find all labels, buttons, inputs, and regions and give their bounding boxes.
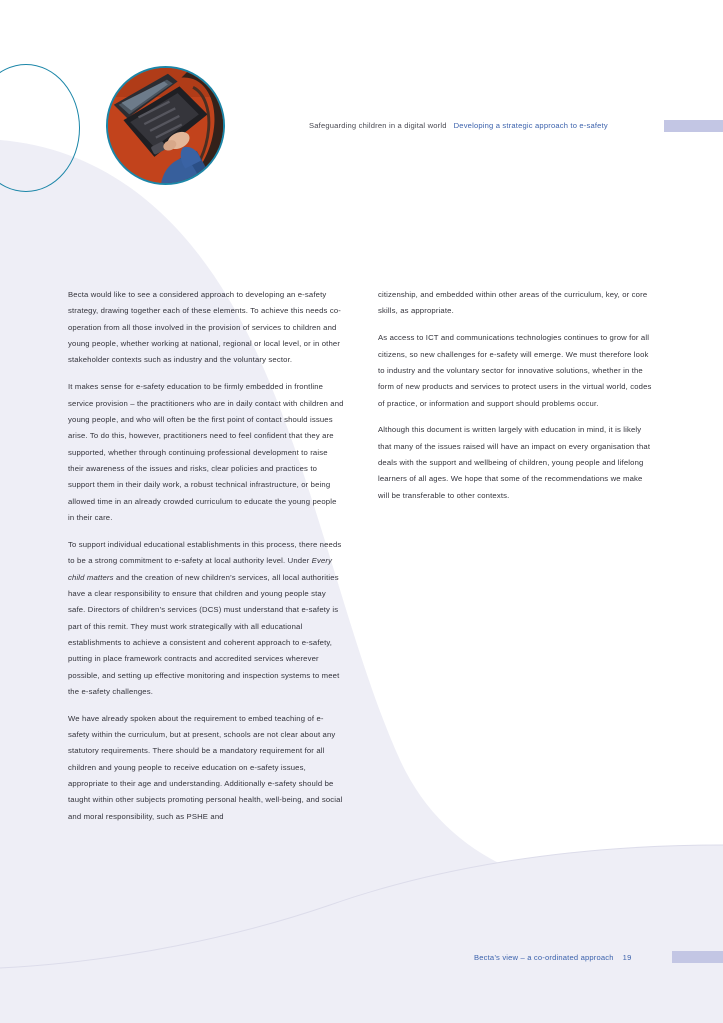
photo-child-at-laptop [106,66,225,185]
paragraph: citizenship, and embedded within other areas of the curriculum, key, or core skills, as appropriate. [378,290,648,316]
page-number: 19 [622,953,632,962]
running-header-document-title: Safeguarding children in a digital world [309,121,447,130]
running-header-subtitle: Developing a strategic approach to e-safety [453,121,608,130]
paragraph: Becta would like to see a considered approach to developing an e-safety strategy, drawing together each of these elements. To achieve this needs co-operation from all those involved in the provision of services to children and young people, whether working at national, regional or local level, or in other stakeholder contexts such as industry and the voluntary sector. [68,290,341,365]
paragraph: Although this document is written largely with education in mind, it is likely that many of the issues raised will have an impact on every organisation that deals with the support and wellbeing of children, young people and lifelong learners of all ages. We hope that some of the recommendations we make will be transferable to other contexts. [378,425,651,500]
paragraph-with-italic-citation [68,537,344,700]
paragraph-part-after-citation: and the creation of new children’s services, all local authorities have a clear responsibility to ensure that children and young people stay safe. Directors of children’s services (DCS) must understand that e-safety is part of this remit. They must work strategically with all educational establishments to achieve a consistent and coherent approach to e-safety, putting in place framework contracts and accredited services wherever possible, and setting up effective monitoring and inspection systems to meet the e-safety challenges. [68,572,340,696]
citation-every-child-matters: Every child matters [68,556,333,582]
paragraph: We have already spoken about the requirement to embed teaching of e-safety within the curriculum, but at present, schools are not clear about any statutory requirements. There should be a mandatory requirement for all children and young people to receive education on e-safety issues, appropriate to their age and understanding. Additionally e-safety should be taught within other subjects promoting personal health, well-being, and social and moral responsibility, such as PSHE and [68,713,343,821]
footer-bar [672,951,723,963]
body-text-right-column [378,287,654,504]
paragraph-part-before-citation: To support individual educational establishments in this process, there needs to be a strong commitment to e-safety at local authority level. Under [68,539,342,566]
body-text-left-column [68,287,344,825]
footer-section-label: Becta’s view – a co-ordinated approach [474,953,614,962]
footer [474,953,631,963]
paragraph: As access to ICT and communications technologies continues to grow for all citizens, so new challenges for e-safety will emerge. We must therefore look to industry and the voluntary sector for innovative solutions, whether in the form of new products and services to protect users in the virtual world, codes of practice, or information and support should problems occur. [378,333,652,408]
running-header-bar [664,120,723,132]
running-header [309,121,608,131]
paragraph: It makes sense for e-safety education to be firmly embedded in frontline service provision – the practitioners who are in daily contact with children and young people, and who will often be the first point of contact should issues arise. To do this, however, practitioners need to feel confident that they are supported, whether through continuing professional development to raise their awareness of the issues and risks, clear policies and practices to support them in their daily work, a robust technical infrastructure, or being allowed time in an already crowded curriculum to educate the young people in their care. [68,382,344,522]
